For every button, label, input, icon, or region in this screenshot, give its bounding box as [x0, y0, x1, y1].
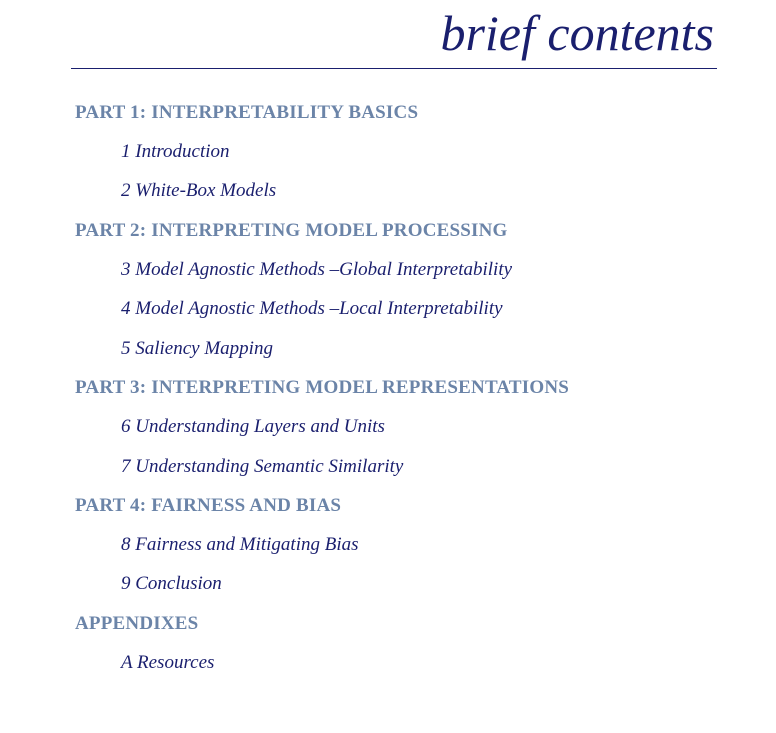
- toc-part-2-heading[interactable]: PART 2: INTERPRETING MODEL PROCESSING: [75, 220, 508, 241]
- toc-chapter-7[interactable]: 7 Understanding Semantic Similarity: [121, 456, 404, 477]
- toc-chapter-2[interactable]: 2 White-Box Models: [121, 180, 277, 201]
- toc-part-4-heading[interactable]: PART 4: FAIRNESS AND BIAS: [75, 495, 342, 516]
- toc-part-1-heading[interactable]: PART 1: INTERPRETABILITY BASICS: [75, 102, 419, 123]
- toc-chapter-1[interactable]: 1 Introduction: [121, 141, 230, 162]
- toc-chapter-9[interactable]: 9 Conclusion: [121, 573, 222, 594]
- toc-appendixes-heading[interactable]: APPENDIXES: [75, 613, 199, 634]
- page-title: brief contents: [440, 5, 714, 61]
- toc-part-3-heading[interactable]: PART 3: INTERPRETING MODEL REPRESENTATIONS: [75, 377, 570, 398]
- toc-chapter-4[interactable]: 4 Model Agnostic Methods –Local Interpretability: [121, 298, 503, 319]
- toc-appendix-a[interactable]: A Resources: [121, 652, 215, 673]
- toc-chapter-6[interactable]: 6 Understanding Layers and Units: [121, 416, 385, 437]
- toc-chapter-3[interactable]: 3 Model Agnostic Methods –Global Interpretability: [121, 259, 513, 280]
- toc-chapter-8[interactable]: 8 Fairness and Mitigating Bias: [121, 534, 359, 555]
- toc-chapter-5[interactable]: 5 Saliency Mapping: [121, 338, 273, 359]
